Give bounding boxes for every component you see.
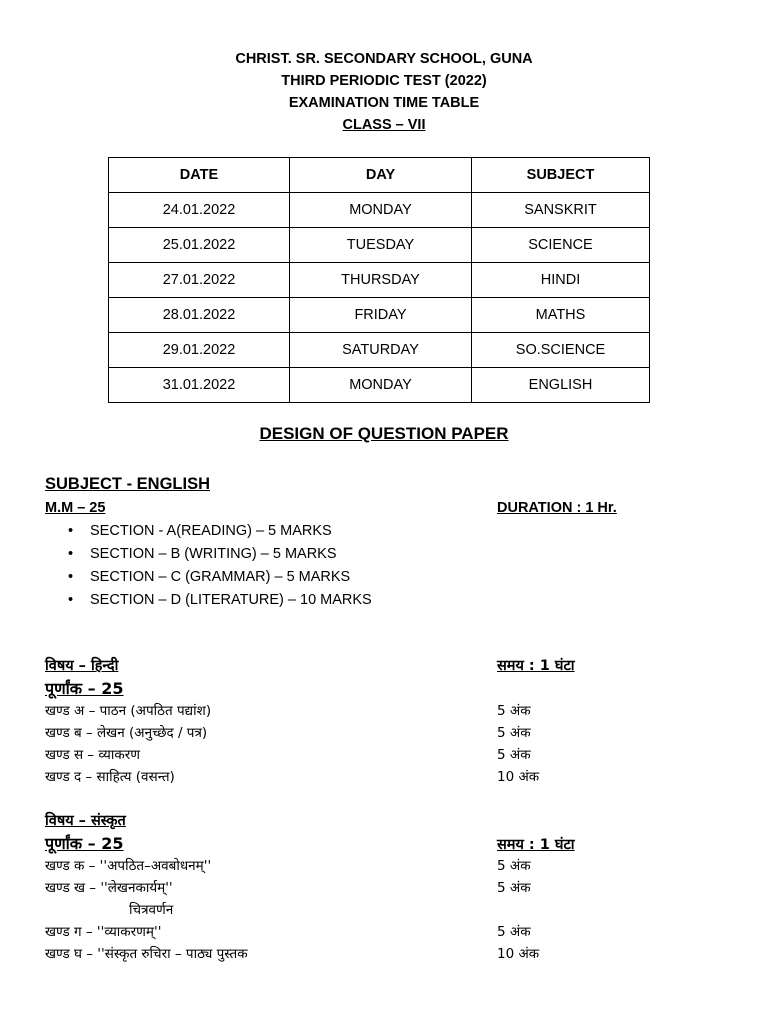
sanskrit-items — [45, 855, 248, 965]
date-cell: 28.01.2022 — [109, 298, 290, 333]
sanskrit-item-text: खण्ड ख – ''लेखनकार्यम्'' — [45, 880, 173, 896]
hindi-items — [45, 700, 211, 788]
english-sections-list — [68, 520, 372, 612]
sanskrit-time: समय : 1 घंटा — [497, 837, 575, 853]
document-header — [0, 48, 768, 136]
date-cell: 29.01.2022 — [109, 333, 290, 368]
sanskrit-item-text: खण्ड क – ''अपठित–अवबोधनम्'' — [45, 858, 212, 874]
list-item: • SECTION – C (GRAMMAR) – 5 MARKS — [68, 566, 372, 589]
hindi-subject-heading: विषय – हिन्दी — [45, 658, 119, 674]
sanskrit-item-marks — [497, 899, 539, 921]
sanskrit-item-marks: 5 अंक — [497, 924, 531, 940]
table-row — [109, 333, 650, 368]
english-duration: DURATION : 1 Hr. — [497, 500, 617, 516]
list-item: • SECTION - A(READING) – 5 MARKS — [68, 520, 372, 543]
sanskrit-marks — [497, 855, 539, 965]
date-cell: 25.01.2022 — [109, 228, 290, 263]
date-cell: 24.01.2022 — [109, 193, 290, 228]
hindi-item-text: खण्ड द – साहित्य (वसन्त) — [45, 769, 175, 785]
list-item: • SECTION – D (LITERATURE) – 10 MARKS — [68, 589, 372, 612]
list-item: • SECTION – B (WRITING) – 5 MARKS — [68, 543, 372, 566]
day-cell: FRIDAY — [290, 298, 472, 333]
hindi-item-marks: 5 अंक — [497, 703, 531, 719]
table-row — [109, 263, 650, 298]
table-row — [109, 298, 650, 333]
hindi-time: समय : 1 घंटा — [497, 658, 575, 674]
column-header-day: DAY — [290, 158, 472, 193]
english-max-marks: M.M – 25 — [45, 500, 106, 516]
day-cell: THURSDAY — [290, 263, 472, 298]
hindi-total-marks: पूर्णांक – 25 — [45, 679, 124, 698]
hindi-item-marks: 5 अंक — [497, 747, 531, 763]
subject-cell: SO.SCIENCE — [472, 333, 650, 368]
hindi-item-text: खण्ड ब – लेखन (अनुच्छेद / पत्र) — [45, 725, 208, 741]
day-cell: MONDAY — [290, 193, 472, 228]
timetable-title: EXAMINATION TIME TABLE — [288, 95, 480, 111]
class-label: CLASS – VII — [342, 117, 426, 133]
sanskrit-item-marks: 5 अंक — [497, 880, 531, 896]
hindi-marks — [497, 700, 539, 788]
subject-cell: SANSKRIT — [472, 193, 650, 228]
table-header-row — [109, 158, 650, 193]
sanskrit-item-marks: 10 अंक — [497, 946, 540, 962]
sanskrit-total-marks: पूर्णांक – 25 — [45, 834, 124, 853]
day-cell: TUESDAY — [290, 228, 472, 263]
hindi-item-text: खण्ड स – व्याकरण — [45, 747, 141, 763]
hindi-item-text: खण्ड अ – पाठन (अपठित पद्यांश) — [45, 703, 212, 719]
day-cell: SATURDAY — [290, 333, 472, 368]
sanskrit-item-text: चित्रवर्णन — [129, 902, 174, 918]
hindi-item-marks: 10 अंक — [497, 769, 540, 785]
design-title: DESIGN OF QUESTION PAPER — [259, 424, 509, 443]
day-cell: MONDAY — [290, 368, 472, 403]
sanskrit-item-marks: 5 अंक — [497, 858, 531, 874]
sanskrit-item-text: खण्ड ग – ''व्याकरणम्'' — [45, 924, 162, 940]
subject-cell: HINDI — [472, 263, 650, 298]
hindi-item-marks: 5 अंक — [497, 725, 531, 741]
date-cell: 27.01.2022 — [109, 263, 290, 298]
sanskrit-subject-heading: विषय – संस्कृत — [45, 813, 126, 829]
english-subject-heading: SUBJECT - ENGLISH — [45, 475, 211, 493]
test-name: THIRD PERIODIC TEST (2022) — [281, 73, 487, 89]
date-cell: 31.01.2022 — [109, 368, 290, 403]
column-header-date: DATE — [109, 158, 290, 193]
table-row — [109, 193, 650, 228]
subject-cell: ENGLISH — [472, 368, 650, 403]
school-name: CHRIST. SR. SECONDARY SCHOOL, GUNA — [235, 51, 533, 67]
sanskrit-item-text: खण्ड घ – ''संस्कृत रुचिरा – पाठ्य पुस्तक — [45, 946, 248, 962]
subject-cell: SCIENCE — [472, 228, 650, 263]
column-header-subject: SUBJECT — [472, 158, 650, 193]
table-row — [109, 368, 650, 403]
exam-timetable — [108, 157, 650, 403]
table-row — [109, 228, 650, 263]
subject-cell: MATHS — [472, 298, 650, 333]
